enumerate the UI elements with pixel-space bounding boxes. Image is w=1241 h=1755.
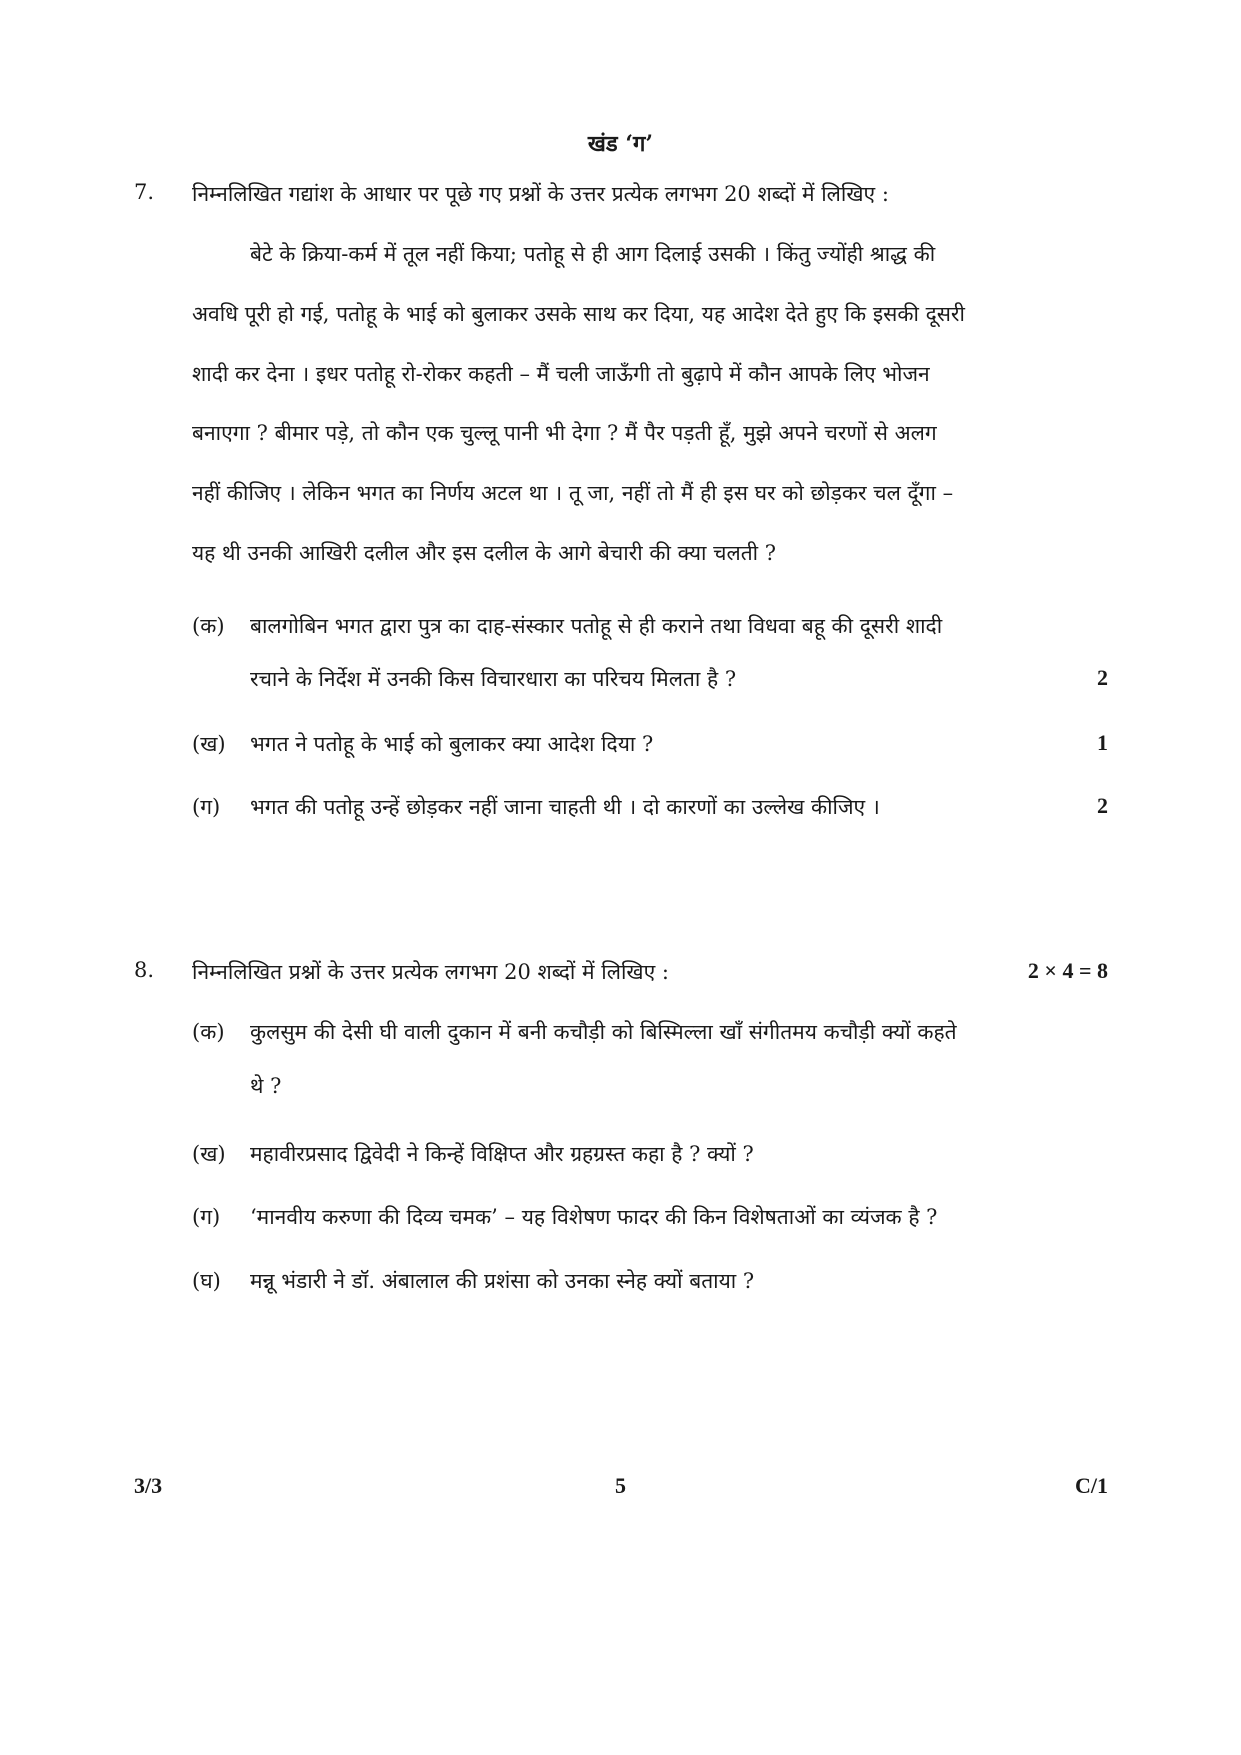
- q8-option-ga-label: (ग): [192, 1205, 221, 1229]
- q7-option-kha-label: (ख): [192, 732, 226, 756]
- footer-page-number: 5: [615, 1473, 626, 1498]
- q7-passage-line: अवधि पूरी हो गई, पतोहू के भाई को बुलाकर उसके साथ कर दिया, यह आदेश देते हुए कि इसकी दूसरी: [192, 302, 965, 326]
- question-8-number: 8.: [134, 958, 155, 982]
- q7-option-ga-text: भगत की पतोहू उन्हें छोड़कर नहीं जाना चाहती थी । दो कारणों का उल्लेख कीजिए ।: [250, 795, 880, 819]
- q7-option-ga-marks: 2: [1097, 793, 1108, 818]
- question-8-instruction: निम्नलिखित प्रश्नों के उत्तर प्रत्येक लगभग 20 शब्दों में लिखिए :: [192, 960, 669, 984]
- question-8-marks: 2 × 4 = 8: [1027, 958, 1108, 983]
- question-7-instruction: निम्नलिखित गद्यांश के आधार पर पूछे गए प्रश्नों के उत्तर प्रत्येक लगभग 20 शब्दों में लिखिए :: [192, 182, 889, 206]
- q7-option-ka-label: (क): [192, 614, 225, 638]
- q7-passage-line: यह थी उनकी आखिरी दलील और इस दलील के आगे बेचारी की क्या चलती ?: [192, 541, 777, 565]
- q7-passage-line: बनाएगा ? बीमार पड़े, तो कौन एक चुल्लू पानी भी देगा ? मैं पैर पड़ती हूँ, मुझे अपने चरणों से अलग: [192, 421, 937, 445]
- q7-option-ka-text: रचाने के निर्देश में उनकी किस विचारधारा का परिचय मिलता है ?: [250, 667, 737, 691]
- footer-series-code: 3/3: [134, 1473, 163, 1498]
- q7-option-kha-marks: 1: [1097, 730, 1108, 755]
- q8-option-ka-text: कुलसुम की देसी घी वाली दुकान में बनी कचौड़ी को बिस्मिल्ला खाँ संगीतमय कचौड़ी क्यों कहते: [250, 1020, 957, 1044]
- q7-passage-line: शादी कर देना । इधर पतोहू रो-रोकर कहती – मैं चली जाऊँगी तो बुढ़ापे में कौन आपके लिए भोजन: [192, 362, 930, 386]
- footer-set-code: C/1: [1075, 1473, 1108, 1498]
- q8-option-kha-text: महावीरप्रसाद द्विवेदी ने किन्हें विक्षिप्त और ग्रहग्रस्त कहा है ? क्यों ?: [250, 1142, 754, 1166]
- q7-passage-line: बेटे के क्रिया-कर्म में तूल नहीं किया; पतोहू से ही आग दिलाई उसकी । किंतु ज्योंही श्राद्ध की: [250, 242, 936, 266]
- q8-option-ka-text: थे ?: [250, 1074, 282, 1098]
- q8-option-ga-text: ‘मानवीय करुणा की दिव्य चमक’ – यह विशेषण फादर की किन विशेषताओं का व्यंजक है ?: [250, 1205, 938, 1229]
- q8-option-kha-label: (ख): [192, 1142, 226, 1166]
- q8-option-gha-text: मन्नू भंडारी ने डॉ. अंबालाल की प्रशंसा को उनका स्नेह क्यों बताया ?: [250, 1269, 755, 1293]
- section-title: खंड ‘ग’: [587, 131, 654, 157]
- q8-option-ka-label: (क): [192, 1020, 225, 1044]
- q7-option-ka-marks: 2: [1097, 665, 1108, 690]
- q8-option-gha-label: (घ): [192, 1269, 221, 1293]
- q7-option-kha-text: भगत ने पतोहू के भाई को बुलाकर क्या आदेश दिया ?: [250, 732, 654, 756]
- q7-option-ka-text: बालगोबिन भगत द्वारा पुत्र का दाह-संस्कार पतोहू से ही कराने तथा विधवा बहू की दूसरी शादी: [250, 614, 943, 638]
- q7-passage-line: नहीं कीजिए । लेकिन भगत का निर्णय अटल था । तू जा, नहीं तो मैं ही इस घर को छोड़कर चल दूँगा –: [192, 481, 954, 505]
- q7-option-ga-label: (ग): [192, 795, 221, 819]
- question-7-number: 7.: [134, 180, 155, 204]
